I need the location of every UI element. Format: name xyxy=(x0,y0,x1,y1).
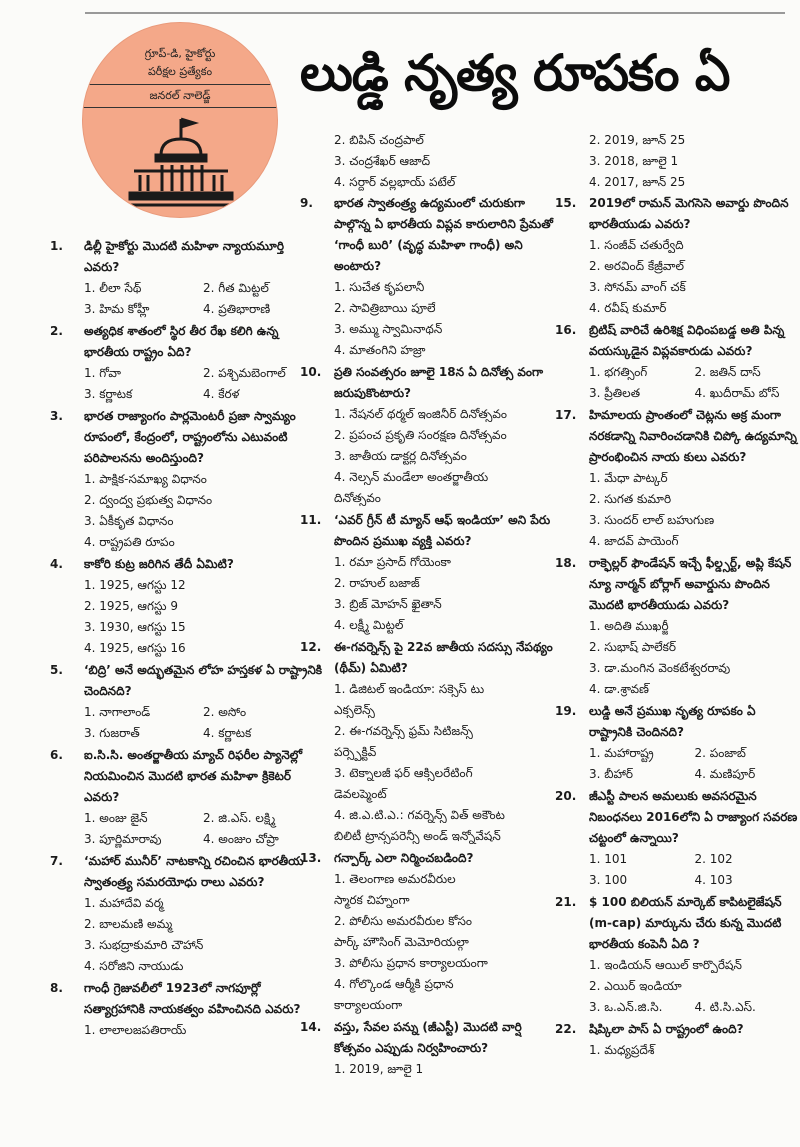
answer-option: 1. సుచేత కృపలానీ xyxy=(334,280,425,294)
question-item xyxy=(50,660,322,744)
answer-option: 1. భగత్సింగ్ xyxy=(589,365,648,379)
answer-option: 1. పాక్షిక-సమాఖ్య విధానం xyxy=(84,472,207,486)
question-number: 8. xyxy=(50,981,63,995)
answer-option: కార్యాలయంగా xyxy=(334,998,403,1012)
answer-option: 3. పూర్ణిమారావు xyxy=(84,832,162,846)
answer-option: 2. సుగత కుమారి xyxy=(589,492,672,506)
question-stem xyxy=(555,1019,800,1040)
question-text: అత్యధిక శాతంలో స్థిర తీర రేఖ కలిగి ఉన్న భారతీయ రాష్ట్రం ఏది? xyxy=(84,324,279,359)
question-text: జీఎస్టీ పాలన అమలుకు అవసరమైన నిబంధనలు 2016లోని ఏ రాజ్యాంగ సవరణ చట్టంలో ఉన్నాయి? xyxy=(589,789,798,845)
question-number: 16. xyxy=(555,323,577,337)
answer-option: ఎక్సలెన్స్ xyxy=(334,703,375,717)
answer-option-row xyxy=(50,278,322,299)
question-stem xyxy=(50,745,322,808)
answer-option-row xyxy=(555,997,800,1018)
answer-option: 2. ప్రపంచ ప్రకృతి సంరక్షణ దినోత్సవం xyxy=(334,428,507,442)
answer-option: దినోత్సవం xyxy=(334,491,381,505)
question-stem xyxy=(50,321,322,363)
question-stem xyxy=(300,848,555,869)
question-text: 2019లో రామన్ మెగసెసె అవార్డు పొందిన భారతీయుడు ఎవరు? xyxy=(589,196,789,231)
answer-option: 4. సర్దార్ వల్లభాయ్ పటేల్ xyxy=(334,175,456,189)
answer-option: 1. మధ్యప్రదేశ్ xyxy=(589,1043,655,1057)
answer-option: పర్స్పెక్టివ్ xyxy=(334,745,377,759)
answer-option-row xyxy=(555,849,800,870)
answer-option: స్మారక చిహ్నంగా xyxy=(334,893,410,907)
answer-option-row xyxy=(555,764,800,785)
answer-option: 2. ద్వంద్వ ప్రభుత్వ విధానం xyxy=(84,493,213,507)
question-number: 9. xyxy=(300,196,313,210)
answer-option: 2. సావిత్రిబాయి పూలే xyxy=(334,301,436,315)
question-item xyxy=(50,851,322,977)
question-stem xyxy=(555,701,800,743)
column-2 xyxy=(300,130,555,1146)
answer-option-row xyxy=(50,808,322,829)
answer-option: 4. రవీష్ కుమార్ xyxy=(589,301,667,315)
answer-option: 3. కర్ణాటక xyxy=(84,387,133,401)
question-item xyxy=(555,405,800,552)
answer-option: 2. పంజాబ్ xyxy=(694,746,746,760)
question-number: 22. xyxy=(555,1022,577,1036)
question-text: బ్రిటిష్ వారిచే ఉరిశిక్ష విధింపబడ్డ అతి పిన్న వయస్కుడైన విప్లవకారుడు ఎవరు? xyxy=(589,323,785,358)
badge-line-2: పరీక్షల ప్రత్యేకం xyxy=(147,65,213,78)
answer-option: 4. 103 xyxy=(694,873,733,887)
answer-option: 3. జాతీయ డాక్టర్ల దినోత్సవం xyxy=(334,449,467,463)
answer-option: 1. డిజిటల్ ఇండియా: సక్సెస్ టు xyxy=(334,682,485,696)
question-number: 20. xyxy=(555,789,577,803)
answer-option: 4. కర్ణాటక xyxy=(203,726,252,740)
answer-option: 4. సరోజిని నాయుడు xyxy=(84,959,184,973)
question-item xyxy=(300,362,555,509)
answer-option: 3. టెక్నాలజీ ఫర్ ఆక్సిలరేటింగ్ xyxy=(334,766,473,780)
question-number: 11. xyxy=(300,513,322,527)
question-text: ‘బిద్రి’ అనే అద్భుతమైన లోహ హస్తకళ ఏ రాష్ట్రానికి చెందినది? xyxy=(84,663,322,698)
badge-line-1: గ్రూప్-డి, హైకోర్టు xyxy=(144,47,216,60)
answer-option-row xyxy=(555,362,800,383)
question-stem xyxy=(555,892,800,955)
answer-option-row xyxy=(50,363,322,384)
answer-option: 3. సుభద్రాకుమారి చౌహాన్ xyxy=(84,938,204,952)
answer-option: 4. ప్రతిభారాణి xyxy=(203,302,271,316)
answer-option: 1. 2019, జూలై 1 xyxy=(334,1062,424,1076)
answer-option-row xyxy=(555,743,800,764)
answer-option: 3. ఏకీకృత విధానం xyxy=(84,514,174,528)
question-item xyxy=(300,510,555,636)
question-text: భారత స్వాతంత్ర్య ఉద్యమంలో చురుకుగా పాల్గొన్న ఏ భారతీయ విప్లవ కారులారిని ప్రేమతో ‘గాంధీ బురి’ (వృద్ధ మహిళా గాంధీ) అని అంటారు? xyxy=(334,196,553,273)
question-number: 2. xyxy=(50,324,63,338)
answer-option: పార్క్ హౌసింగ్ మెమోరియల్గా xyxy=(334,935,469,949)
question-text: ప్రతి సంవత్సరం జూలై 18న ఏ దినోత్స వంగా జరుపుకొంటారు? xyxy=(334,365,544,400)
question-text: వస్తు, సేవల పన్ను (జీఎస్టీ) మొదటి వార్షి కోత్సవం ఎప్పుడు నిర్వహించారు? xyxy=(334,1020,522,1055)
question-number: 19. xyxy=(555,704,577,718)
answer-option: 4. లక్ష్మీ మిట్టల్ xyxy=(334,618,404,632)
answer-option: 3. ప్రీతిలత xyxy=(589,386,641,400)
question-text: ‘మహార్ మునీర్’ నాటకాన్ని రచించిన భారతీయ స్వాతంత్ర్య సమరయోధు రాలు ఎవరు? xyxy=(84,854,304,889)
answer-option: డెవలప్మెంట్ xyxy=(334,787,387,801)
question-stem xyxy=(50,554,322,575)
answer-option: 2. అసోం xyxy=(203,705,247,719)
answer-option: 3. అమ్ము స్వామినాథన్ xyxy=(334,322,443,336)
answer-option: 3. గుజరాత్ xyxy=(84,726,140,740)
answer-option: 3. బీహార్ xyxy=(589,767,634,781)
answer-option: 4. డా.శ్రావణ్ xyxy=(589,682,649,696)
answer-option: 4. జాదవ్ పాయెంగ్ xyxy=(589,534,679,548)
answer-option: 2. సుభాష్ పాలేకర్ xyxy=(589,640,676,654)
answer-option: 3. పోలీసు ప్రధాన కార్యాలయంగా xyxy=(334,956,488,970)
answer-option: 3. సోనమ్ వాంగ్ చక్ xyxy=(589,280,686,294)
question-item xyxy=(300,193,555,361)
question-text: కాకోరి కుట్ర జరిగిన తేదీ ఏమిటి? xyxy=(84,557,234,571)
answer-option: 1. మహాదేవి వర్మ xyxy=(84,896,164,910)
answer-option: 1. ఇండియన్ ఆయిల్ కార్పొరేషన్ xyxy=(589,958,742,972)
question-number: 18. xyxy=(555,556,577,570)
question-item xyxy=(50,745,322,850)
parliament-building-icon xyxy=(126,115,236,215)
section-badge xyxy=(82,22,278,218)
answer-option-row xyxy=(50,384,322,405)
question-item xyxy=(300,848,555,1016)
answer-option: 1. అంజు జైన్ xyxy=(84,811,148,825)
question-item xyxy=(50,406,322,553)
question-number: 21. xyxy=(555,895,577,909)
question-number: 7. xyxy=(50,854,63,868)
question-number: 12. xyxy=(300,640,322,654)
question-item xyxy=(555,786,800,891)
answer-option: 4. మాతంగిని హజ్రా xyxy=(334,343,426,357)
answer-option: 1. నేషనల్ థర్మల్ ఇంజినీర్ దినోత్సవం xyxy=(334,407,507,421)
answer-option: 1. అదితి ముఖర్జీ xyxy=(589,619,669,633)
column-1 xyxy=(50,236,322,1146)
question-item xyxy=(555,193,800,319)
question-number: 14. xyxy=(300,1020,322,1034)
answer-option: 4. గోల్కొండ ఆర్మీకి ప్రధాన xyxy=(334,977,454,991)
question-stem xyxy=(300,510,555,552)
question-number: 3. xyxy=(50,409,63,423)
answer-option: 1. రమా ప్రసాద్ గోయెంకా xyxy=(334,555,451,569)
question-text: ‘ఎవర్ గ్రీన్ టీ మ్యాన్ ఆఫ్ ఇండియా’ అని పేరు పొందిన ప్రముఖ వ్యక్తి ఎవరు? xyxy=(334,513,551,548)
answer-option-row xyxy=(50,299,322,320)
answer-option: 4. జి.ఎ.టి.ఎ.: గవర్నెన్స్ విత్ అకౌంట xyxy=(334,808,505,822)
answer-option: 3. ఒ.ఎన్.జి.సి. xyxy=(589,1000,663,1014)
answer-option: 4. మణిపూర్ xyxy=(694,767,756,781)
answer-option: 2. పోలీసు అమరవీరుల కోసం xyxy=(334,914,472,928)
question-text: గాంధీ గ్రెజువలీలో 1923లో నాగపూర్లో సత్యాగ్రహానికి నాయకత్వం వహించినది ఎవరు? xyxy=(84,981,301,1016)
answer-option: 2. ఎయిర్ ఇండియా xyxy=(589,979,682,993)
question-stem xyxy=(555,553,800,616)
question-text: రాక్ఫెల్లర్ ఫౌండేషన్ ఇచ్చే ఫీల్డ్సర్ట్, అప్లి కేషన్ న్యూ నార్మన్ బోర్లాగ్ అవార్డును పొందిన మొదటి భారతీయుడు ఎవరు? xyxy=(589,556,792,612)
question-text: లుడ్డి అనే ప్రముఖ నృత్య రూపకం ఏ రాష్ట్రానికి చెందినది? xyxy=(589,704,756,739)
answer-option: 1. 101 xyxy=(589,852,628,866)
answer-option-row xyxy=(50,702,322,723)
answer-option: 4. 1925, ఆగస్టు 16 xyxy=(84,641,186,655)
answer-option: 4. నెల్సన్ మండేలా అంతర్జాతీయ xyxy=(334,470,489,484)
answer-option: 1. మహారాష్ట్ర xyxy=(589,746,654,760)
question-stem xyxy=(300,637,555,679)
question-item xyxy=(300,637,555,847)
page-headline: లుడ్డి నృత్య రూపకం ఏ xyxy=(300,44,730,102)
question-stem xyxy=(300,362,555,404)
answer-option-row xyxy=(555,870,800,891)
question-text: ఐ.సి.సి. అంతర్జాతీయ మ్యాచ్ రిఫరీల ప్యానెల్లో నియమించిన మొదటి భారత మహిళా క్రికెటర్ ఎవరు? xyxy=(84,748,303,804)
question-stem xyxy=(50,660,322,702)
question-stem xyxy=(50,236,322,278)
question-item xyxy=(50,236,322,320)
answer-option: 2. 2019, జూన్ 25 xyxy=(589,133,686,147)
top-rule xyxy=(85,12,785,14)
question-stem xyxy=(300,193,555,277)
answer-option: 3. చంద్రశేఖర్ ఆజాద్ xyxy=(334,154,431,168)
question-text: $ 100 బిలియన్ మార్కెట్ కాపిటలైజేషన్ (m-cap) మార్కును చేరు కున్న మొదటి భారతీయ కంపెనీ ఏది ? xyxy=(589,895,782,951)
question-number: 4. xyxy=(50,557,63,571)
answer-option: 2. బాలమణి అమ్మ xyxy=(84,917,173,931)
answer-option: 2. రాహుల్ బజాజ్ xyxy=(334,576,420,590)
question-number: 13. xyxy=(300,851,322,865)
answer-option: 4. 2017, జూన్ 25 xyxy=(589,175,686,189)
answer-option: 3. హిమ కోహ్లీ xyxy=(84,302,150,316)
answer-option: 2. గీత మిట్టల్ xyxy=(203,281,269,295)
question-number: 15. xyxy=(555,196,577,210)
badge-divider xyxy=(83,84,277,85)
question-text: భారత రాజ్యాంగం పార్లమెంటరీ ప్రజా స్వామ్యం రూపంలో, కేంద్రంలో, రాష్ట్రంలోను ఎటువంటి పరిపాలనను అందిస్తుంది? xyxy=(84,409,296,465)
question-item xyxy=(555,553,800,700)
question-item xyxy=(50,321,322,405)
answer-option: బిలిటీ ట్రాన్సపరెన్సీ అండ్ ఇన్నోవేషన్ xyxy=(334,829,501,843)
question-text: ఈ-గవర్నెన్స్ పై 22వ జాతీయ సదస్సు నేపథ్యం (థీమ్) ఏమిటి? xyxy=(334,640,553,675)
question-item xyxy=(555,1019,800,1061)
answer-option: 4. ఖుదీరామ్ బోస్ xyxy=(694,386,780,400)
question-stem xyxy=(555,320,800,362)
answer-option: 1. మేధా పాట్కర్ xyxy=(589,471,668,485)
answer-option: 2. అరవింద్ కేజ్రీవాల్ xyxy=(589,259,685,273)
answer-option: 3. 2018, జూలై 1 xyxy=(589,154,679,168)
answer-option: 3. 100 xyxy=(589,873,628,887)
answer-option: 4. కేరళ xyxy=(203,387,240,401)
answer-option: 2. పశ్చిమబెంగాల్ xyxy=(203,366,286,380)
answer-option: 4. అంజుం చోప్రా xyxy=(203,832,279,846)
answer-option: 1. గోవా xyxy=(84,366,121,380)
question-stem xyxy=(50,851,322,893)
answer-option: 1. సంజీవ్ చతుర్వేది xyxy=(589,238,684,252)
answer-option: 2. జి.ఎస్. లక్ష్మి xyxy=(203,811,276,825)
question-item xyxy=(555,892,800,1018)
answer-option: 2. బిపిన్ చంద్రపాల్ xyxy=(334,133,424,147)
question-item xyxy=(555,320,800,404)
answer-option: 4. రాష్ట్రపతి రూపం xyxy=(84,535,175,549)
answer-option-row xyxy=(50,723,322,744)
answer-option: 3. బ్రిజ్ మోహన్ ఖైతాన్ xyxy=(334,597,442,611)
question-text: గన్పార్క్ ఎలా నిర్మించబడింది? xyxy=(334,851,474,865)
question-stem xyxy=(50,978,322,1020)
question-item xyxy=(50,978,322,1041)
answer-option-row xyxy=(50,829,322,850)
answer-option: 3. 1930, ఆగస్టు 15 xyxy=(84,620,186,634)
answer-option: 1. లాలాలజపతిరాయ్ xyxy=(84,1023,187,1037)
question-stem xyxy=(300,1017,555,1059)
answer-option: 1. 1925, ఆగస్టు 12 xyxy=(84,578,186,592)
answer-option: 2. జతిన్ దాస్ xyxy=(694,365,761,379)
question-number: 5. xyxy=(50,663,63,677)
question-text: హిమాలయ ప్రాంతంలో చెట్లను అక్ర మంగా నరకడాన్ని నివారించడానికి చిప్కో ఉద్యమాన్ని ప్రారంభించిన నాయ కులు ఎవరు? xyxy=(589,408,797,464)
question-number: 1. xyxy=(50,239,63,253)
badge-line-3: జనరల్ నాలెడ్జ్ xyxy=(149,89,211,102)
question-item xyxy=(555,701,800,785)
answer-option: 1. తెలంగాణ అమరవీరుల xyxy=(334,872,456,886)
question-stem xyxy=(50,406,322,469)
question-text: డిల్లీ హైకోర్టు మొదటి మహిళా న్యాయమూర్తి ఎవరు? xyxy=(84,239,284,274)
question-item xyxy=(50,554,322,659)
question-stem xyxy=(555,193,800,235)
question-number: 10. xyxy=(300,365,322,379)
question-text: షిప్కిలా పాస్ ఏ రాష్ట్రంలో ఉంది? xyxy=(589,1022,744,1036)
answer-option: 2. 1925, ఆగస్టు 9 xyxy=(84,599,179,613)
answer-option: 1. లీలా సేథ్ xyxy=(84,281,142,295)
question-stem xyxy=(555,786,800,849)
answer-option: 2. 102 xyxy=(694,852,733,866)
answer-option: 3. సుందర్ లాల్ బహుగుణ xyxy=(589,513,715,527)
answer-option: 3. డా.మంగిన వెంకటేశ్వరరావు xyxy=(589,661,731,675)
question-number: 17. xyxy=(555,408,577,422)
question-stem xyxy=(555,405,800,468)
question-item xyxy=(300,1017,555,1080)
badge-divider xyxy=(83,107,277,108)
answer-option: 4. టి.సి.ఎస్. xyxy=(694,1000,756,1014)
answer-option: 1. నాగాలాండ్ xyxy=(84,705,151,719)
answer-option: 2. ఈ-గవర్నెన్స్ ఫ్రమ్ సిటిజన్స్ xyxy=(334,724,473,738)
answer-option-row xyxy=(555,383,800,404)
question-number: 6. xyxy=(50,748,63,762)
column-3 xyxy=(555,130,800,1146)
